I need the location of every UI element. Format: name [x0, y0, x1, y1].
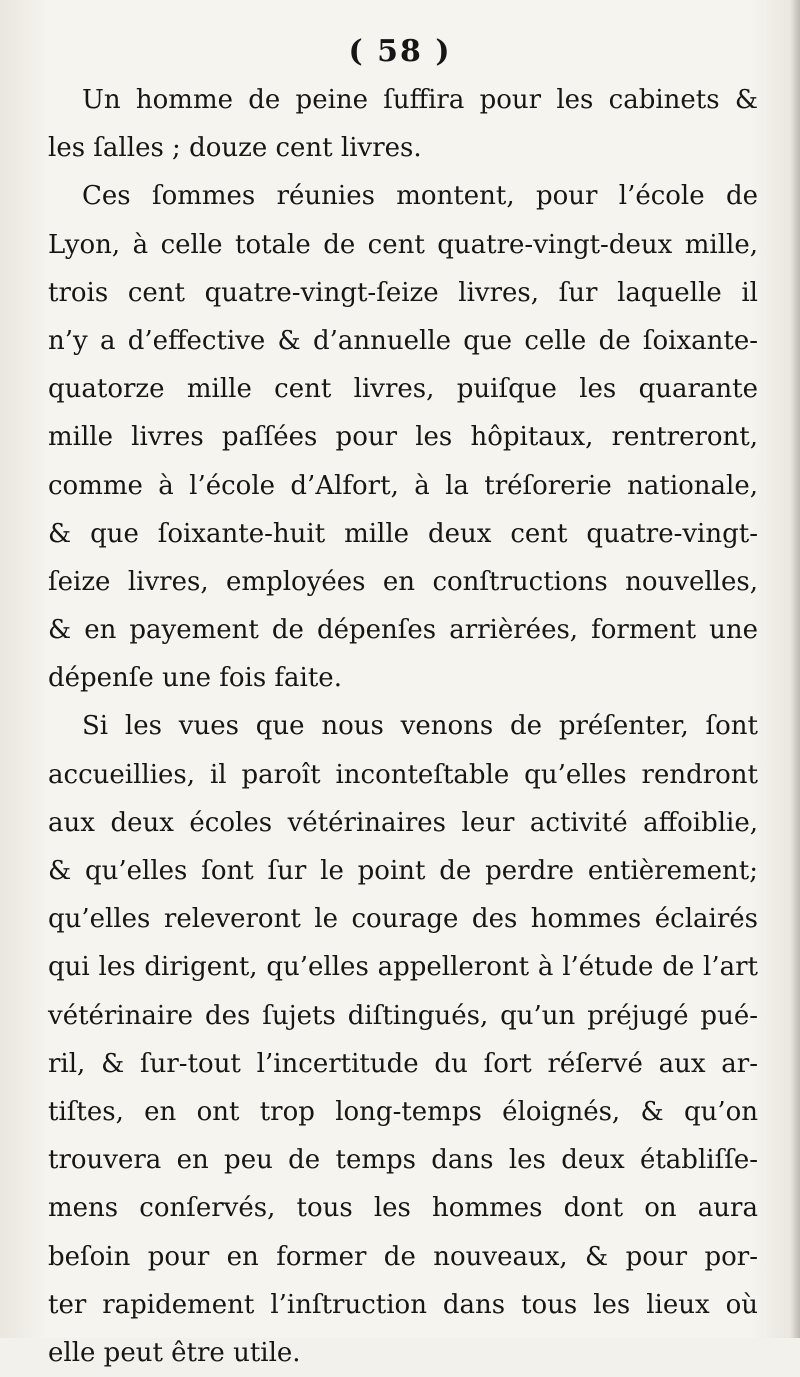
text-line: Ces ſommes réunies montent, pour l’école de	[82, 181, 758, 212]
text-line: Si les vues que nous venons de préſenter, ſont	[82, 711, 758, 742]
text-line: n’y a d’effective & d’annuelle que celle de ſoixante-	[48, 325, 758, 356]
paragraph	[48, 702, 758, 1377]
text-line: vétérinaire des ſujets diſtingués, qu’un préjugé pué-	[48, 1000, 758, 1031]
text-line: quatorze mille cent livres, puiſque les quarante	[48, 374, 758, 405]
text-line: trois cent quatre-vingt-ſeize livres, ſur laquelle il	[48, 277, 758, 308]
text-line: comme à l’école d’Alfort, à la tréſorerie nationale,	[48, 470, 758, 501]
text-line: qu’elles releveront le courage des hommes éclairés	[48, 904, 758, 935]
text-line: & qu’elles ſont ſur le point de perdre entièrement;	[48, 856, 758, 886]
text-line: accueillies, il paroît inconteſtable qu’elles rendront	[48, 759, 758, 790]
text-line: ſeize livres, employées en conſtructions nouvelles,	[48, 566, 758, 597]
text-line: Un homme de peine ſuffira pour les cabinets &	[82, 85, 758, 115]
page-edge-shadow	[790, 0, 800, 1338]
page-number: ( 58 )	[348, 34, 452, 69]
text-line: & que ſoixante-huit mille deux cent quatre-vingt-	[48, 518, 758, 549]
text-line: mens conſervés, tous les hommes dont on aura	[48, 1193, 758, 1224]
text-line: mille livres paſſées pour les hôpitaux, rentreront,	[48, 422, 758, 453]
text-line: ter rapidement l’inſtruction dans tous les lieux où	[48, 1289, 758, 1320]
text-line: aux deux écoles vétérinaires leur activité affoiblie,	[48, 807, 758, 838]
text-line: beſoin pour en former de nouveaux, & pour por-	[48, 1241, 758, 1272]
text-line: tiſtes, en ont trop long-temps éloignés, & qu’on	[48, 1096, 758, 1127]
text-line: qui les dirigent, qu’elles appelleront à l’étude de l’art	[48, 952, 758, 983]
text-line: ril, & ſur-tout l’incertitude du ſort réſervé aux ar-	[48, 1048, 758, 1079]
paragraph	[48, 172, 758, 702]
text-line: elle peut être utile.	[48, 1337, 301, 1368]
text-line: dépenſe une fois faite.	[48, 663, 342, 694]
text-line: Lyon, à celle totale de cent quatre-vingt-deux mille,	[48, 229, 758, 260]
body-text	[48, 76, 758, 1377]
paragraph	[48, 76, 758, 172]
text-line: & en payement de dépenſes arrièrées, forment une	[48, 615, 758, 646]
text-line: les ſalles ; douze cent livres.	[48, 133, 422, 164]
text-line: trouvera en peu de temps dans les deux établiſſe-	[48, 1145, 758, 1176]
